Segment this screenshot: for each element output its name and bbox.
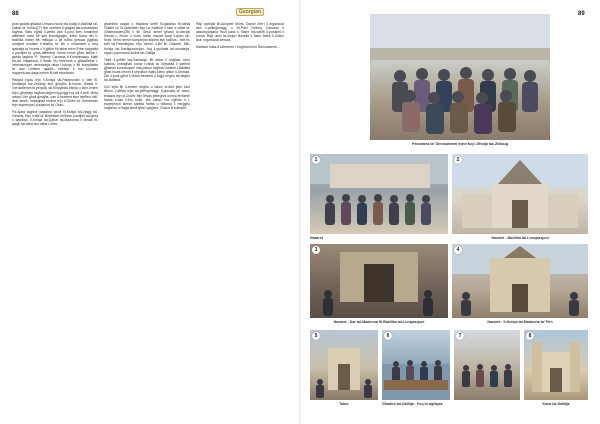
photo-number-badge: 3	[312, 246, 320, 254]
paragraph: Ħajr speċjali lill-Arċipriet Mons. Daniel Xerri li organizza dan il-pellegrinaġġ, u lill-Patri Noemy Caruana li akkumpanjana f'kull pass u fisser bis-sabiħ il-postijiet li żorna. Ħajr ukoll lis-sinjuri Bonello li ħadu ħsieb li kollox ikun organizzat sewwa.	[196, 22, 284, 43]
photo-number-badge: 7	[456, 332, 464, 340]
photo-house-of-madonna	[310, 244, 448, 318]
georgian-logo: Georgian	[236, 8, 264, 16]
photo-number-badge: 2	[454, 156, 462, 164]
photo-number-badge: 1	[312, 156, 320, 164]
photo-number-badge: 4	[454, 246, 462, 254]
photo-group-site	[454, 330, 520, 400]
interior-illustration	[310, 244, 448, 318]
photo-caption: Nazaret - Il-Knisja tal-Madonna ta' Pirn	[487, 320, 553, 324]
paragraph: Fiż-żjara tagħna wasalna wkoll fil-Knisja tal-Vjaġġ tal-Ġewwa, fejn it-tfal ta' Betlehem kellhom postijiet tal-qima u qaddisa. Il-Knisja tal-Qabar tal-Madonna li tinsab fil-qiegħ tal-wied tan-naħa l-oħra.	[12, 109, 98, 127]
paragraph: Kull lejla fih it-tmiem tiegħu u dawn id-diet jiem taru lilhom, l-aħħar lejla tal-pellegrinaġġ. Il-ġurnata ta' wara, telaqna lejn id-Duver fejn bħala pellegrini konna ferħanin ħafna b'dak il-ħin kollu. Ma nistax ma ngħidx li l-esperjenza kienet sabiħa ħafna u nittama li nerġgħu nagħmlu xi ħaġa simili għal l-ġejjieni. Grazzi lil kulħadd.	[104, 85, 190, 110]
photo-caption: Nazaret - Bażilika tal-Lunzjazzjoni	[491, 236, 549, 240]
paragraph: Madwar fidas-8 kilometru 'l bogħod minn Ġerusalemm...	[196, 45, 280, 50]
photo-nazaret-basilica	[452, 154, 588, 234]
group-figures	[370, 14, 550, 140]
text-column-1	[12, 22, 98, 418]
basilica-illustration	[452, 154, 588, 234]
photo-caption: Tabor	[339, 402, 349, 406]
photo-caption: Panorama ta' Ġerusalemm minn fuq l-Għolja taż-Żebbuġ	[412, 142, 508, 146]
text-column-3	[196, 22, 284, 418]
photo-caption: Għadira tal-Galilija - Fuq id-dgħajsa	[382, 402, 443, 406]
paragraph: għamilna waqfa u tħaddna sebħ fil-qaddisa fit-naħal Għarbi ta' lil-Qubeibeh fejn hu matbuħ li kien ir-raħal ta' Għammawes(35) li fih Ġesù dehel għand id-dixxipli Kleofa u Xmun u wara nofsu mxulat waqt il-qsim tal-ħobż. Minn hemm komplejna triqitna lejn Nablus - belt fit-taħt tal-Palestinjani, fejn hemm il-Bir ta' Ġakobb. Mill-Knisja tat-Trasfigurazzjoni, fuq il-quċċata tal-muntanja, rajna l-panorama kollha tal-Galilija.	[104, 22, 190, 55]
photo-number-badge: 6	[384, 332, 392, 340]
group-figures	[310, 154, 448, 234]
kana-church-illustration	[524, 330, 588, 400]
photo-group-panorama	[370, 14, 550, 140]
paragraph: Ħarġna nqdu lejn il-Knisja tal-Patarnoster u talb fil-Muntanja taż-Żebbuġ fejn ġimgħu lil-huma. Wasal il-Ġerusalemm fil-perjodu tal-Kristjanità bikrija u kien żmien fejn l-għajnejn tagħna dejjem tippoġġi fuq dik il-belt. Meta wasal l-ħin għall-ġimgħa, dan il-mument kien wieħed mill-iktar sbieħ. Imbagħad inżilna lejn il-Ġnien ta' Ġetsemani fejn stqarrejna l-pazjenza ta' Ġesù.	[12, 78, 98, 107]
photo-galilee-boat	[382, 330, 450, 400]
photo-number-badge: 5	[312, 332, 320, 340]
photo-kana	[524, 330, 588, 400]
photo-number-badge: 8	[526, 332, 534, 340]
paragraph: post qaddis għalina l-Insara huwa bla dubju il-bazilika tal-Qabar ta' Kristu(27) fejn sebħew il-ġrajjiet tas-salvazzjoni tagħna. Bies ngħid il-wettit dan il-post kien totalment differenti minn kif qiet immaġinajtu. Minn barra din il-bażilika tidher ftit mitluqa u kif tidħol ġewwa jiġġħak ambjent mudlam b'sħaħru ta' ziti u ornamenti u rtha qawwija ta' incens u li jġibor fih aktar minn Erbin kappella u postijiet ta' qima differenti. Kienu mhux għax kellna l-gwida tagħna Fr 'Noemy Caruana il-Kummissarju Malti tal-Art Imqaddsa, li fisser lilu fehemna u għaddielna l-informazzjoni necessarja dwar l-istorja u ftit kumplikata ta' dan l-imkien qaddis, naħseb li ma konniex nappreżżaw daqs kemm fil-fatt inkwistatu.	[12, 22, 98, 76]
paragraph: Tafrit il-qofliet tas-Samarija, fitt aktar li bagħad minn Nablus, imbagħad żorna r-raħal ta' Sebastia li wiehed jgħandu konnessjoni mal-patrun tagħna Ġwanni l-Battista għax huwa hemm li sepulturi nqtilu kienu qtiluh il-Ġewwa. Din il-post jgħid li huwa ttemmet il-ħajja tiegħu tat-tiegħu tal-Battista.	[104, 57, 190, 83]
photo-church-madonna	[452, 244, 588, 318]
photo-caption: Kana tal-Galilija	[542, 402, 570, 406]
group-figures	[454, 330, 520, 400]
photo-tabor	[310, 330, 378, 400]
page-gutter	[299, 0, 301, 424]
text-column-2	[104, 22, 190, 418]
church-illustration	[452, 244, 588, 318]
boat-illustration	[382, 330, 450, 400]
photo-caption: Nazaret - Dar tal-Madonna fil-Bażilika tal-Lunzjazzjoni	[333, 320, 425, 324]
photo-caption: Nazaret	[310, 236, 323, 240]
page-number-right: 89	[578, 11, 585, 17]
photo-nazaret	[310, 154, 448, 234]
tabor-illustration	[310, 330, 378, 400]
page-number-left: 88	[12, 11, 19, 17]
